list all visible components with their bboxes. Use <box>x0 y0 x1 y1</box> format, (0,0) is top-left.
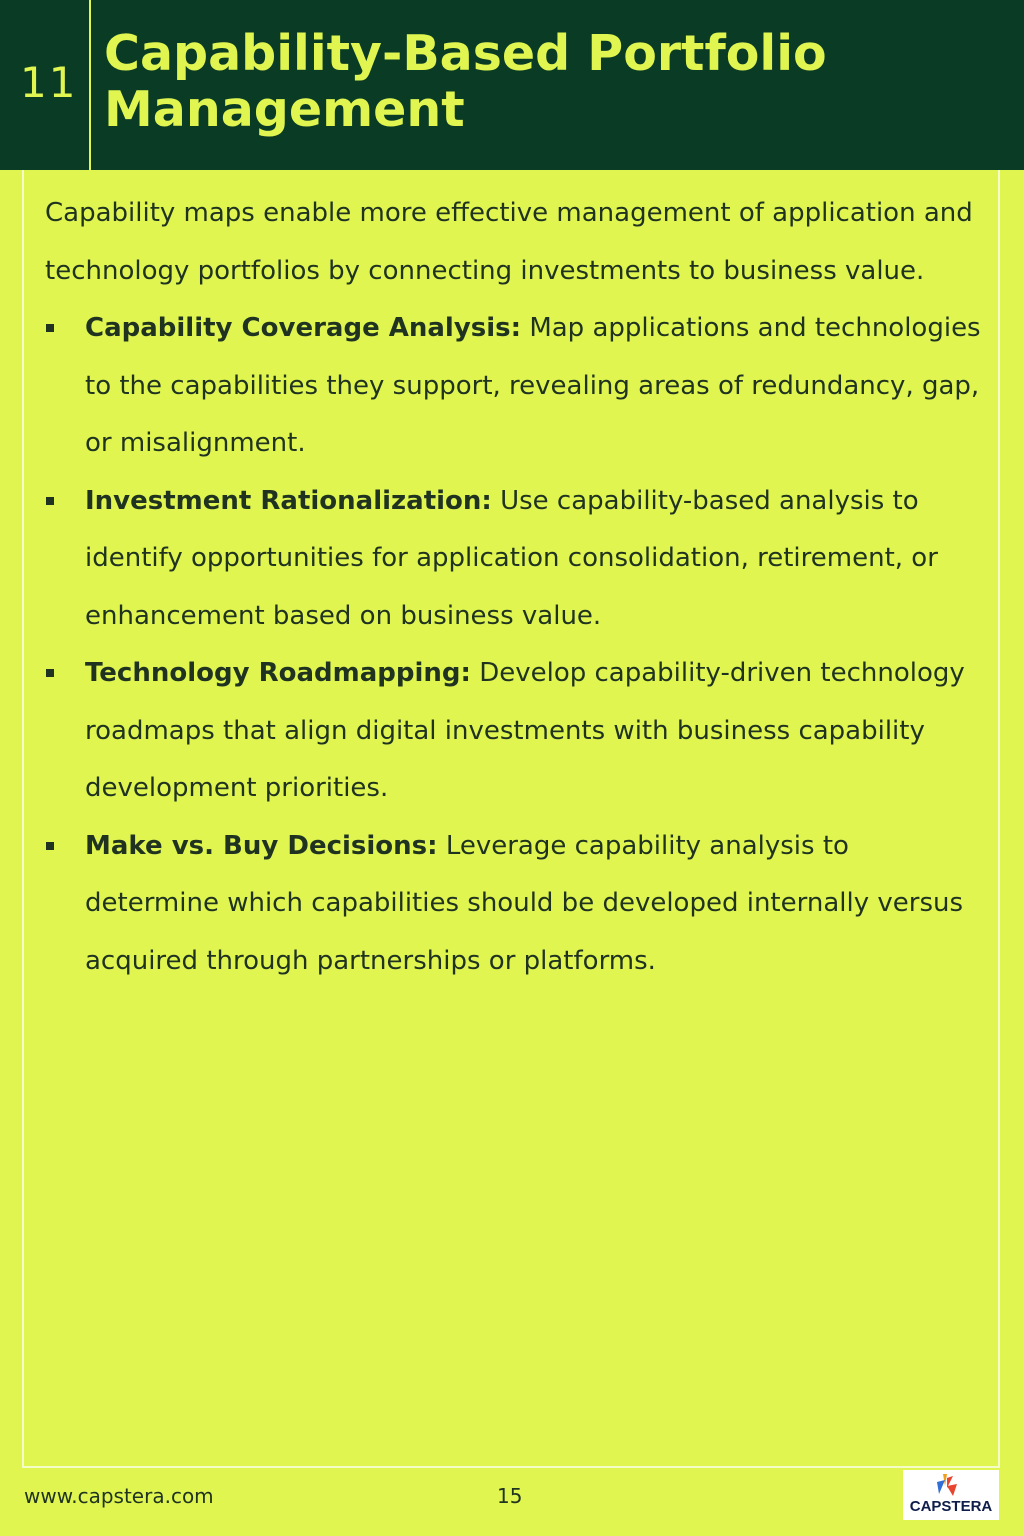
bullet-item <box>45 473 990 646</box>
bullet-title: Capability Coverage Analysis: <box>85 313 522 343</box>
capstera-logo-mark-icon <box>925 1472 977 1498</box>
bullet-title: Make vs. Buy Decisions: <box>85 830 438 861</box>
square-bullet-icon <box>46 324 54 332</box>
bullet-title: Technology Roadmapping: <box>85 658 471 688</box>
section-number: 11 <box>20 58 78 107</box>
bullet-title: Investment Rationalization: <box>85 485 492 516</box>
bullet-text: Develop capability-driven technology roadmaps that align digital investments with business capability development priorities. <box>85 658 965 803</box>
footer-website-link[interactable]: www.capstera.com <box>24 1484 214 1508</box>
square-bullet-icon <box>46 497 54 505</box>
page-title: Capability-Based Portfolio Management <box>104 25 827 138</box>
bullet-text: Leverage capability analysis to determine which capabilities should be developed internally versus acquired through partnerships or platforms. <box>85 830 964 976</box>
bullet-text: Map applications and technologies to the capabilities they support, revealing areas of redundancy, gap, or misalignment. <box>85 313 981 458</box>
square-bullet-icon <box>46 842 54 850</box>
bullet-item <box>45 818 990 991</box>
bullet-list <box>45 300 990 990</box>
capstera-logo <box>903 1470 999 1520</box>
header-divider <box>89 0 91 170</box>
bullet-text: Use capability-based analysis to identify opportunities for application consolidation, retirement, or enhancement based on business value. <box>85 485 938 631</box>
square-bullet-icon <box>46 669 54 677</box>
page-header <box>0 0 1024 170</box>
bullet-item <box>45 645 990 818</box>
bullet-item <box>45 300 990 473</box>
page-number: 15 <box>497 1484 523 1508</box>
logo-text: CAPSTERA <box>909 1498 993 1515</box>
intro-paragraph: Capability maps enable more effective management of application and technology portfolios by connecting investments to business value. <box>45 198 973 286</box>
content-body <box>45 185 990 990</box>
